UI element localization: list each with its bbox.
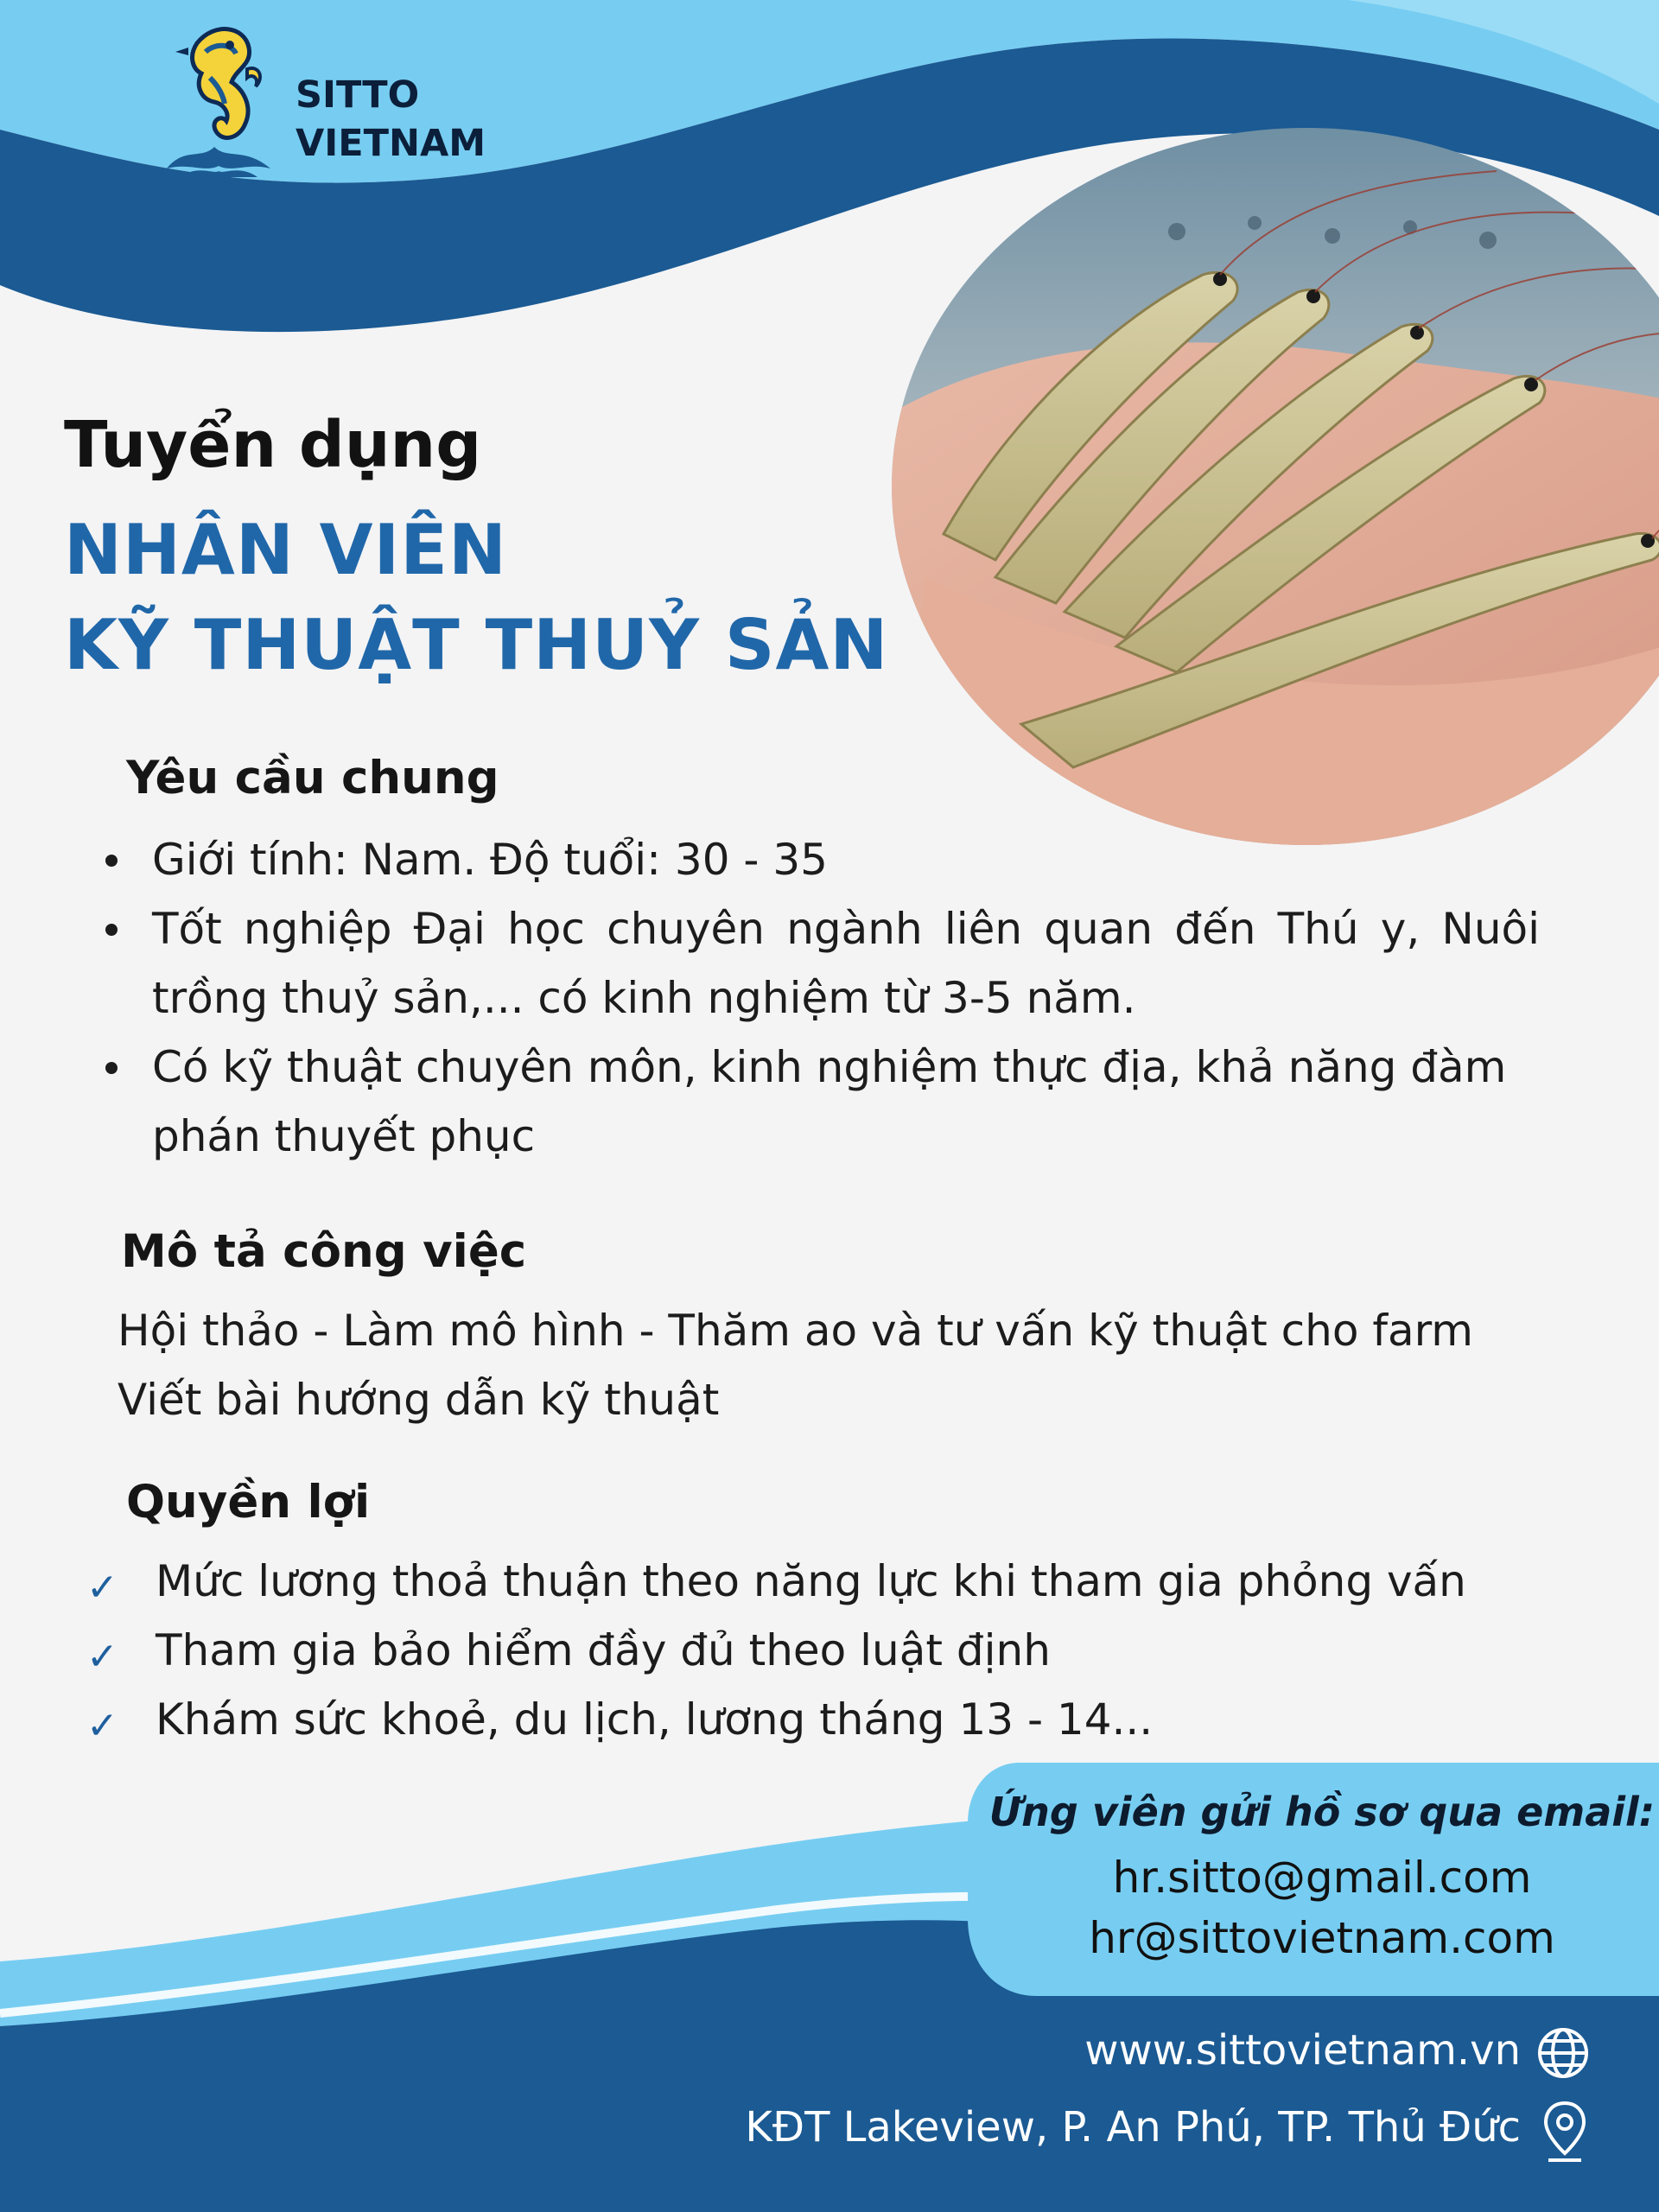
benefits-heading: Quyền lợi	[126, 1476, 371, 1529]
job-description-body	[118, 1296, 1604, 1434]
requirement-text: Có kỹ thuật chuyên môn, kinh nghiệm thực địa, khả năng đàm phán thuyết phục	[152, 1042, 1507, 1161]
email-link-2[interactable]: hr@sittovietnam.com	[1089, 1913, 1555, 1963]
requirement-item	[105, 1033, 1540, 1171]
benefit-item	[86, 1685, 1590, 1754]
bullet-icon	[105, 855, 118, 867]
brand-line-2: VIETNAM	[296, 122, 486, 165]
requirement-item	[105, 894, 1540, 1033]
job-description-line: Hội thảo - Làm mô hình - Thăm ao và tư vấn kỹ thuật cho farm	[118, 1306, 1473, 1356]
benefit-text: Mức lương thoả thuận theo năng lực khi tham gia phỏng vấn	[156, 1556, 1466, 1606]
headline-line-2: KỸ THUẬT THUỶ SẢN	[64, 605, 889, 685]
bullet-icon	[105, 924, 118, 936]
job-description-line: Viết bài hướng dẫn kỹ thuật	[118, 1375, 720, 1425]
email-link-1[interactable]: hr.sitto@gmail.com	[1112, 1853, 1532, 1903]
seahorse-logo-icon	[162, 17, 275, 181]
apply-label: Ứng viên gửi hồ sơ qua email:	[988, 1789, 1656, 1835]
location-pin-icon	[1541, 2100, 1588, 2164]
benefit-item	[86, 1616, 1590, 1685]
headline-line-1: NHÂN VIÊN	[64, 510, 507, 590]
requirement-item	[105, 825, 1540, 894]
apply-box	[985, 1789, 1659, 1963]
brand-line-1: SITTO	[296, 73, 420, 117]
logo	[162, 17, 275, 181]
benefits-list	[86, 1547, 1590, 1754]
headline-small: Tuyển dụng	[64, 408, 482, 482]
benefit-text: Tham gia bảo hiểm đầy đủ theo luật định	[156, 1625, 1051, 1675]
checkmark-icon: ✓	[86, 1566, 118, 1610]
requirement-text: Tốt nghiệp Đại học chuyên ngành liên quan đến Thú y, Nuôi trồng thuỷ sản,... có kinh nghiệm từ 3-5 năm.	[152, 904, 1540, 1023]
requirements-list	[105, 825, 1540, 1171]
brand-name	[296, 71, 486, 168]
bullet-icon	[105, 1062, 118, 1074]
requirement-text: Giới tính: Nam. Độ tuổi: 30 - 35	[152, 835, 828, 885]
job-description-heading: Mô tả công việc	[121, 1225, 527, 1278]
website-link[interactable]: www.sittovietnam.vn	[1084, 2026, 1521, 2075]
benefit-item	[86, 1547, 1590, 1616]
checkmark-icon: ✓	[86, 1704, 118, 1748]
address-text: KĐT Lakeview, P. An Phú, TP. Thủ Đức	[745, 2103, 1521, 2152]
requirements-heading: Yêu cầu chung	[126, 752, 499, 804]
checkmark-icon: ✓	[86, 1635, 118, 1679]
globe-icon	[1536, 2026, 1590, 2080]
benefit-text: Khám sức khoẻ, du lịch, lương tháng 13 - 14...	[156, 1694, 1154, 1745]
